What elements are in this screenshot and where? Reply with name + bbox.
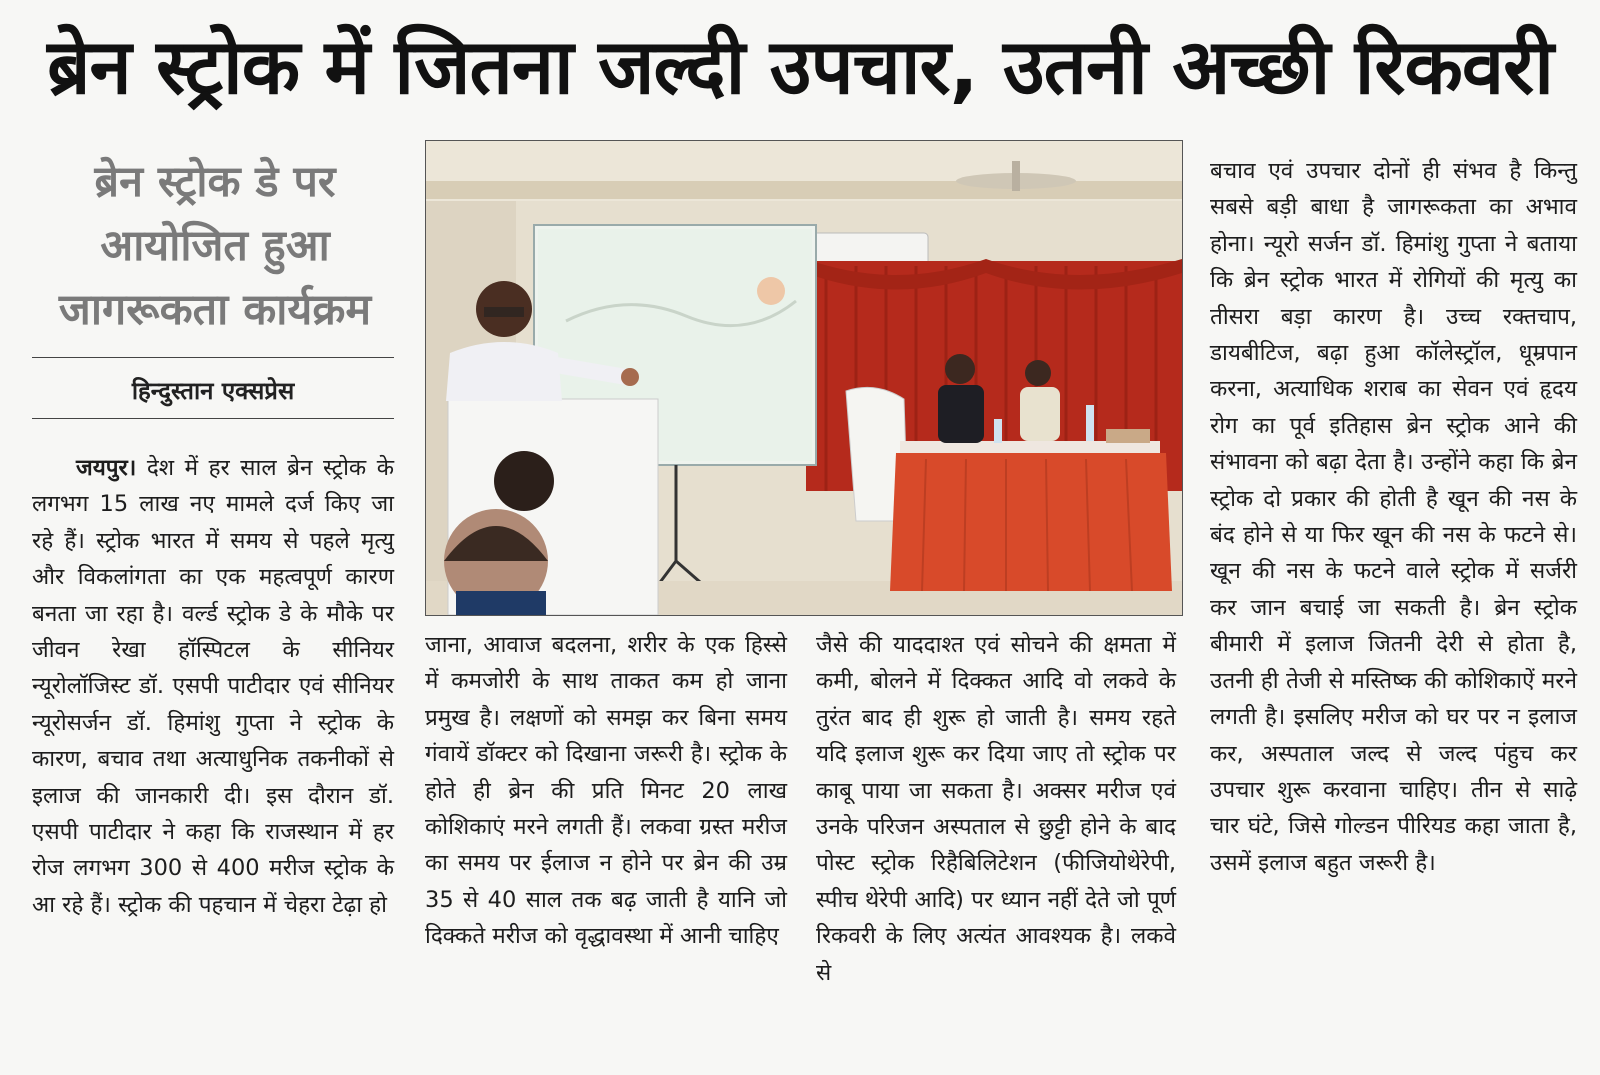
byline: हिन्दुस्तान एक्सप्रेस bbox=[131, 377, 295, 405]
article-column-4 bbox=[1210, 153, 1577, 881]
headline: ब्रेन स्ट्रोक में जितना जल्दी उपचार, उतनी अच्छी रिकवरी bbox=[47, 22, 1553, 111]
divider-bottom bbox=[32, 418, 394, 419]
event-photo-illustration bbox=[426, 141, 1182, 615]
dateline: जयपुर। bbox=[76, 455, 137, 481]
subheadline-line-2: आयोजित हुआ bbox=[100, 221, 330, 271]
column-3-text: जैसे की याददाश्त एवं सोचने की क्षमता में कमी, बोलने में दिक्कत आदि वो लकवे के तुरंत बाद ही शुरू हो जाती है। समय रहते यदि इलाज शुरू कर दिया जाए तो स्ट्रोक पर काबू पाया जा सकता है। अक्सर मरीज एवं उनके परिजन अस्पताल से छुट्टी होने के बाद पोस्ट स्ट्रोक रिहैबिलिटेशन (फीजियोथेरेपी, स्पीच थेरेपी आदि) पर ध्यान नहीं देते जो पूर्ण रिकवरी के लिए अत्यंत आवश्यक है। लकवे से bbox=[816, 632, 1176, 986]
subheadline-line-3: जागरूकता कार्यक्रम bbox=[58, 285, 372, 335]
article-column-2 bbox=[425, 627, 787, 955]
subheadline bbox=[30, 150, 400, 342]
event-photo bbox=[425, 140, 1183, 616]
article-column-3 bbox=[816, 627, 1176, 991]
divider-top bbox=[32, 357, 394, 358]
column-4-text: बचाव एवं उपचार दोनों ही संभव है किन्तु सबसे बड़ी बाधा है जागरूकता का अभाव होना। न्यूरो सर्जन डॉ. हिमांशु गुप्ता ने बताया कि ब्रेन स्ट्रोक भारत में रोगियों की मृत्यु का तीसरा बड़ा कारण है। उच्च रक्तचाप, डायबीटिज, बढ़ा हुआ कॉलेस्ट्रॉल, धूम्रपान करना, अत्याधिक शराब का सेवन एवं हृदय रोग का पूर्व इतिहास ब्रेन स्ट्रोक आने की संभावना को बढ़ा देता है। उन्होंने कहा कि ब्रेन स्ट्रोक दो प्रकार की होती है खून की नस के बंद होने से या फिर खून की नस के फटने से। खून की नस के फटने वाले स्ट्रोक में सर्जरी कर जान बचाई जा सकती है। ब्रेन स्ट्रोक बीमारी में इलाज जितनी देरी से होता है, उतनी ही तेजी से मस्तिष्क की कोशिकाऐं मरने लगती है। इसलिए मरीज को घर पर न इलाज कर, अस्पताल जल्द से जल्द पंहुच कर उपचार शुरू करवाना चाहिए। तीन से साढ़े चार घंटे, जिसे गोल्डन पीरियड कहा जाता है, उसमें इलाज बहुत जरूरी है। bbox=[1210, 158, 1577, 876]
column-2-text: जाना, आवाज बदलना, शरीर के एक हिस्से में कमजोरी के साथ ताकत कम हो जाना प्रमुख है। लक्षणों को समझ कर बिना समय गंवायें डॉक्टर को दिखाना जरूरी है। स्ट्रोक के होते ही ब्रेन की प्रति मिनट 20 लाख कोशिकाएं मरने लगती हैं। लकवा ग्रस्त मरीज का समय पर ईलाज न होने पर ब्रेन की उम्र 35 से 40 साल तक बढ़ जाती है यानि जो दिक्कते मरीज को वृद्धावस्था में आनी चाहिए bbox=[425, 632, 787, 950]
subheadline-line-1: ब्रेन स्ट्रोक डे पर bbox=[94, 157, 336, 207]
column-1-text: देश में हर साल ब्रेन स्ट्रोक के लगभग 15 लाख नए मामले दर्ज किए जा रहे हैं। स्ट्रोक भारत में समय से पहले मृत्यु और विकलांगता का एक महत्वपूर्ण कारण बनता जा रहा है। वर्ल्ड स्ट्रोक डे के मौके पर जीवन रेखा हॉस्पिटल के सीनियर न्यूरोलॉजिस्ट डॉ. एसपी पाटीदार एवं सीनियर न्यूरोसर्जन डॉ. हिमांशु गुप्ता ने स्ट्रोक के कारण, बचाव तथा अत्याधुनिक तकनीकों से इलाज की जानकारी दी। इस दौरान डॉ. एसपी पाटीदार ने कहा कि राजस्थान में हर रोज लगभग 300 से 400 मरीज स्ट्रोक के आ रहे हैं। स्ट्रोक की पहचान में चेहरा टेढ़ा हो bbox=[32, 455, 395, 918]
article-column-1 bbox=[32, 450, 394, 923]
